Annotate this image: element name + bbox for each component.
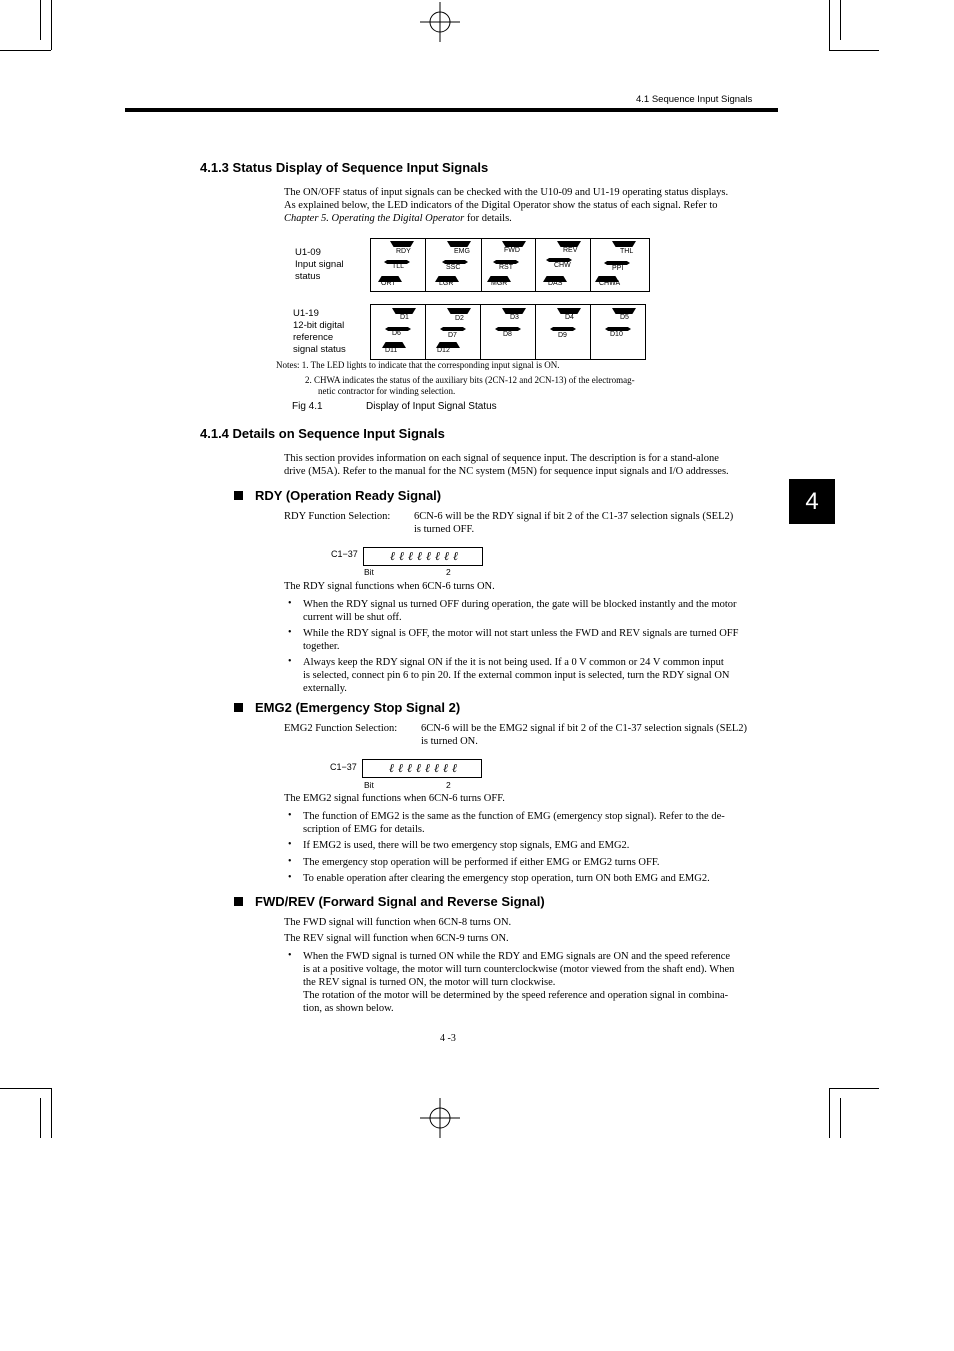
- rdy-function-text: [414, 510, 779, 536]
- text-line: externally.: [303, 683, 347, 694]
- figure-note-1: Notes: 1. The LED lights to indicate that the corresponding input signal is ON.: [276, 360, 560, 370]
- text-line: 6CN-6 will be the EMG2 signal if bit 2 of the C1-37 selection signals (SEL2): [421, 723, 748, 734]
- text-line: together.: [303, 641, 340, 652]
- label-line: U1-19: [293, 308, 319, 319]
- rdy-functions-text: The RDY signal functions when 6CN-6 turns ON.: [284, 581, 495, 592]
- bit-label: Bit: [364, 780, 374, 790]
- paragraph-line: The ON/OFF status of input signals can be checked with the U10-09 and U1-19 operating status displays.: [284, 187, 729, 198]
- led-label: PPI: [612, 265, 624, 272]
- paragraph-line: As explained below, the LED indicators of the Digital Operator show the status of each signal. Refer to: [284, 200, 718, 211]
- rdy-bit-segments: ℓℓℓℓℓℓℓℓ: [390, 549, 462, 563]
- figure-note-2-cont: netic contractor for winding selection.: [318, 386, 456, 396]
- chapter-reference: Chapter 5. Operating the Digital Operator: [284, 213, 465, 224]
- led-label: DAS: [548, 280, 563, 287]
- bit-number: 2: [446, 567, 451, 577]
- text-line: The rotation of the motor will be determined by the speed reference and operation signal in combina-: [303, 990, 729, 1001]
- bullet-icon: •: [288, 856, 292, 867]
- fwdrev-line-1: The FWD signal will function when 6CN-8 turns ON.: [284, 917, 512, 928]
- led-label: CHW: [554, 262, 571, 269]
- registration-mark-icon: [420, 1098, 460, 1138]
- text-line: is turned OFF.: [414, 524, 475, 535]
- led-label: D3: [510, 314, 519, 321]
- led-label: D8: [503, 331, 512, 338]
- rdy-parameter-label: C1−37: [331, 549, 358, 559]
- figure-number: Fig 4.1: [292, 401, 323, 412]
- led-label: D12: [437, 347, 450, 354]
- fwdrev-bullet-1: [303, 950, 779, 1015]
- bullet-icon: •: [288, 656, 292, 667]
- led-label: D2: [455, 315, 464, 322]
- led-label: D1: [400, 314, 409, 321]
- led-label: RDY: [396, 248, 411, 255]
- led-label: CHWA: [599, 280, 621, 287]
- emg2-parameter-label: C1−37: [330, 762, 357, 772]
- section-heading-4-1-3: 4.1.3 Status Display of Sequence Input Signals: [200, 160, 489, 175]
- running-header: 4.1 Sequence Input Signals: [636, 94, 753, 105]
- bit-label: Bit: [364, 567, 374, 577]
- page-number: 4 -3: [440, 1033, 456, 1044]
- square-bullet-icon: [234, 897, 243, 906]
- bullet-icon: •: [288, 872, 292, 883]
- text-line: is selected, connect pin 6 to pin 20. If the external common input is selected, turn the RDY signal ON: [303, 670, 730, 681]
- text-line: is at a positive voltage, the motor will turn counterclockwise (motor viewed from the shaft end). When: [303, 964, 735, 975]
- text-line: 6CN-6 will be the RDY signal if bit 2 of the C1-37 selection signals (SEL2): [414, 511, 734, 522]
- led-label: LGR: [439, 280, 454, 287]
- chapter-tab: 4: [789, 479, 835, 524]
- section-4-1-4-paragraph: [284, 452, 779, 478]
- paragraph-line: [284, 212, 779, 225]
- emg2-function-text: [421, 722, 779, 748]
- led-label: D7: [448, 332, 457, 339]
- text-line: the REV signal is turned ON, the motor will turn clockwise.: [303, 977, 556, 988]
- rdy-heading: RDY (Operation Ready Signal): [255, 488, 442, 503]
- emg2-functions-text: The EMG2 signal functions when 6CN-6 turns OFF.: [284, 793, 505, 804]
- led-label: FWD: [504, 247, 520, 254]
- led-label: D10: [610, 331, 623, 338]
- led-label: D4: [565, 314, 574, 321]
- emg2-bullet-2: If EMG2 is used, there will be two emergency stop signals, EMG and EMG2.: [303, 840, 630, 851]
- led-label: MGR: [491, 280, 508, 287]
- rdy-function-label: RDY Function Selection:: [284, 511, 391, 522]
- text-line: current will be shut off.: [303, 612, 402, 623]
- rdy-bullet-1: [303, 598, 779, 624]
- square-bullet-icon: [234, 703, 243, 712]
- label-line: reference: [293, 332, 334, 343]
- rdy-bullet-2: [303, 627, 779, 653]
- emg2-bullet-1: [303, 810, 779, 836]
- text-line: When the RDY signal us turned OFF during operation, the gate will be blocked instantly and the motor: [303, 599, 737, 610]
- fwdrev-heading: FWD/REV (Forward Signal and Reverse Signal): [255, 894, 545, 909]
- square-bullet-icon: [234, 491, 243, 500]
- u1-19-label: [293, 308, 346, 356]
- led-label: RST: [499, 264, 513, 271]
- figure-note-2: 2. CHWA indicates the status of the auxiliary bits (2CN-12 and 2CN-13) of the electromag-: [305, 375, 635, 385]
- led-label: ORT: [381, 280, 396, 287]
- bit-number: 2: [446, 780, 451, 790]
- led-label: D5: [620, 314, 629, 321]
- text-line: When the FWD signal is turned ON while the RDY and EMG signals are ON and the speed reference: [303, 951, 731, 962]
- text-line: While the RDY signal is OFF, the motor will not start unless the FWD and REV signals are turned OFF: [303, 628, 739, 639]
- text-line: Always keep the RDY signal ON if the it is not being used. If a 0 V common or 24 V common input: [303, 657, 724, 668]
- emg2-heading: EMG2 (Emergency Stop Signal 2): [255, 700, 461, 715]
- led-label: D6: [392, 330, 401, 337]
- emg2-bullet-3: The emergency stop operation will be performed if either EMG or EMG2 turns OFF.: [303, 857, 660, 868]
- text-line: tion, as shown below.: [303, 1003, 394, 1014]
- led-label: D11: [385, 347, 398, 354]
- bullet-icon: •: [288, 810, 292, 821]
- figure-caption: Display of Input Signal Status: [366, 401, 497, 412]
- paragraph-line: drive (M5A). Refer to the manual for the NC system (M5N) for sequence input signals and I/O addresses.: [284, 466, 729, 477]
- rdy-bullet-3: [303, 656, 779, 695]
- section-4-1-3-paragraph: [284, 186, 779, 225]
- u1-09-label: [295, 247, 344, 283]
- led-label: TLL: [392, 263, 405, 270]
- emg2-bullet-4: To enable operation after clearing the emergency stop operation, turn ON both EMG and EMG2.: [303, 873, 710, 884]
- bullet-icon: •: [288, 627, 292, 638]
- bullet-icon: •: [288, 839, 292, 850]
- registration-mark-icon: [420, 2, 460, 42]
- bullet-icon: •: [288, 598, 292, 609]
- led-label: THL: [620, 248, 634, 255]
- label-line: signal status: [293, 344, 346, 355]
- paragraph-line: This section provides information on each signal of sequence input. The description is for a stand-alone: [284, 453, 719, 464]
- paragraph-text: for details.: [464, 213, 512, 224]
- led-label: D9: [558, 332, 567, 339]
- led-label: REV: [563, 247, 578, 254]
- text-line: scription of EMG for details.: [303, 824, 425, 835]
- bullet-icon: •: [288, 950, 292, 961]
- fwdrev-line-2: The REV signal will function when 6CN-9 turns ON.: [284, 933, 509, 944]
- emg2-bit-segments: ℓℓℓℓℓℓℓℓ: [389, 761, 461, 775]
- header-rule: [125, 108, 778, 112]
- text-line: is turned ON.: [421, 736, 478, 747]
- text-line: The function of EMG2 is the same as the function of EMG (emergency stop signal). Refer to the de-: [303, 811, 725, 822]
- label-line: U1-09: [295, 247, 321, 258]
- label-line: Input signal: [295, 259, 344, 270]
- section-heading-4-1-4: 4.1.4 Details on Sequence Input Signals: [200, 426, 445, 441]
- led-label: EMG: [454, 248, 470, 255]
- label-line: 12-bit digital: [293, 320, 345, 331]
- led-label: SSC: [446, 264, 461, 271]
- emg2-function-label: EMG2 Function Selection:: [284, 723, 398, 734]
- label-line: status: [295, 271, 321, 282]
